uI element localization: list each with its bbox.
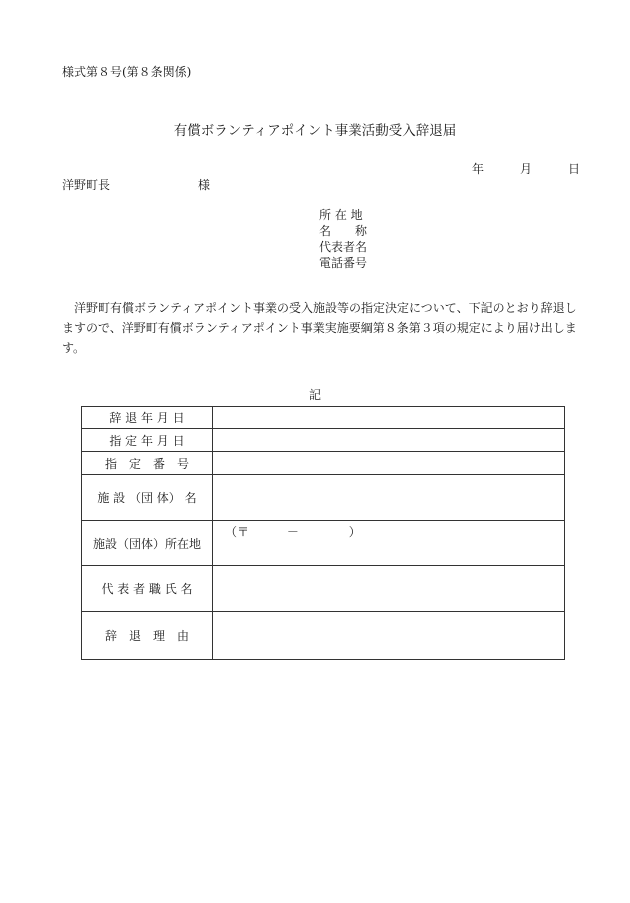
table-row (82, 521, 565, 566)
row-value-field[interactable] (213, 407, 565, 429)
applicant-name-label: 名 称 (319, 224, 368, 238)
table-row (82, 429, 565, 452)
body-paragraph: 洋野町有償ボランティアポイント事業の受入施設等の指定決定について、下記のとおり辞退しますので、洋野町有償ボランティアポイント事業実施要綱第８条第３項の規定により届け出します。 (62, 301, 577, 355)
table-row (82, 452, 565, 475)
addressee-honorific: 様 (198, 178, 211, 192)
form-number: 様式第８号(第８条関係) (62, 65, 192, 79)
table-row (82, 566, 565, 612)
applicant-phone-label: 電話番号 (319, 256, 368, 270)
postal-close: ） (348, 525, 361, 539)
row-value-field[interactable] (213, 566, 565, 612)
withdrawal-form-table (81, 406, 565, 660)
applicant-address-label: 所 在 地 (319, 208, 363, 222)
row-label: 指 定 番 号 (82, 452, 213, 475)
postal-code (225, 523, 361, 540)
date-year: 年 (471, 162, 484, 176)
table-row (82, 475, 565, 521)
document-title: 有償ボランティアポイント事業活動受入辞退届 (173, 123, 457, 139)
addressee-name: 洋野町長 (62, 178, 111, 192)
row-label: 指 定 年 月 日 (82, 429, 213, 452)
postal-open: （〒 (225, 525, 250, 539)
ki-heading: 記 (308, 388, 321, 402)
row-label: 施 設 （団 体） 名 (82, 475, 213, 521)
address-value-field[interactable] (213, 521, 565, 566)
table-row (82, 612, 565, 660)
row-value-field[interactable] (213, 429, 565, 452)
row-value-field[interactable] (213, 452, 565, 475)
postal-dash: － (286, 525, 299, 539)
table-row (82, 407, 565, 429)
date-day: 日 (567, 162, 580, 176)
row-value-field[interactable] (213, 475, 565, 521)
date-line (472, 160, 580, 177)
applicant-block (319, 207, 367, 271)
row-label: 施設（団体）所在地 (82, 521, 213, 566)
row-label: 辞 退 年 月 日 (82, 407, 213, 429)
date-month: 月 (519, 162, 532, 176)
row-label: 代 表 者 職 氏 名 (82, 566, 213, 612)
addressee (62, 176, 212, 193)
row-value-field[interactable] (213, 612, 565, 660)
row-label: 辞 退 理 由 (82, 612, 213, 660)
applicant-representative-label: 代表者名 (319, 240, 368, 254)
